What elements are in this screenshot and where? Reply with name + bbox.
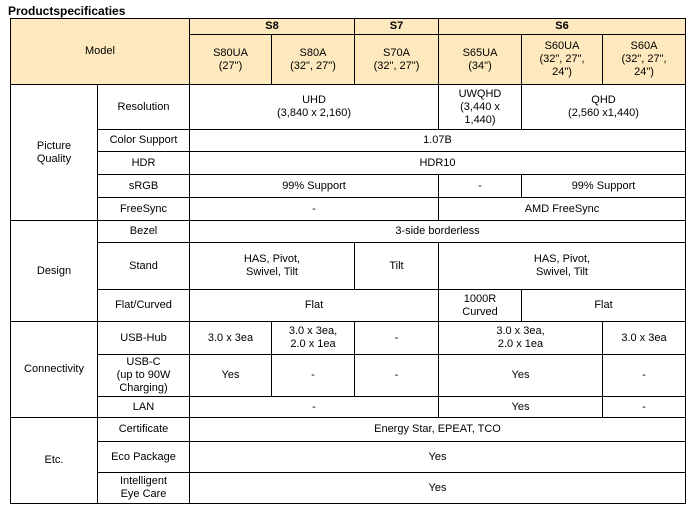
label-bezel: Bezel (98, 221, 190, 243)
eye-care-all: Yes (190, 473, 686, 504)
row-flat-curved (11, 290, 686, 322)
label-color-support: Color Support (98, 130, 190, 152)
srgb-s65ua: - (439, 175, 522, 198)
usbc-s80ua: Yes (190, 355, 272, 397)
row-stand (11, 243, 686, 290)
resolution-s60: QHD (2,560 x1,440) (522, 85, 686, 130)
spec-table (10, 18, 686, 504)
hdr-all: HDR10 (190, 152, 686, 175)
header-series-row (11, 19, 686, 35)
model-s80ua: S80UA (27") (190, 35, 272, 85)
eco-package-all: Yes (190, 442, 686, 473)
srgb-s60: 99% Support (522, 175, 686, 198)
label-resolution: Resolution (98, 85, 190, 130)
label-stand: Stand (98, 243, 190, 290)
model-s70a: S70A (32", 27") (355, 35, 439, 85)
resolution-s8-s7: UHD (3,840 x 2,160) (190, 85, 439, 130)
group-etc: Etc. (11, 418, 98, 504)
row-usb-c (11, 355, 686, 397)
stand-s7: Tilt (355, 243, 439, 290)
row-eco-package (11, 442, 686, 473)
group-connectivity: Connectivity (11, 322, 98, 418)
lan-s8-s7: - (190, 397, 439, 418)
label-freesync: FreeSync (98, 198, 190, 221)
freesync-s6: AMD FreeSync (439, 198, 686, 221)
row-certificate (11, 418, 686, 442)
label-usb-hub: USB-Hub (98, 322, 190, 355)
row-usb-hub (11, 322, 686, 355)
model-s60a: S60A (32", 27", 24") (603, 35, 686, 85)
srgb-s8-s7: 99% Support (190, 175, 439, 198)
usbhub-s80a: 3.0 x 3ea, 2.0 x 1ea (272, 322, 355, 355)
group-design: Design (11, 221, 98, 322)
row-lan (11, 397, 686, 418)
model-s65ua: S65UA (34") (439, 35, 522, 85)
row-bezel (11, 221, 686, 243)
page-title: Productspecificaties (8, 4, 126, 18)
series-s7: S7 (355, 19, 439, 35)
series-s8: S8 (190, 19, 355, 35)
usbhub-s65-s60ua: 3.0 x 3ea, 2.0 x 1ea (439, 322, 603, 355)
row-srgb (11, 175, 686, 198)
row-hdr (11, 152, 686, 175)
freesync-s8-s7: - (190, 198, 439, 221)
label-lan: LAN (98, 397, 190, 418)
flat-s65ua: 1000R Curved (439, 290, 522, 322)
usbc-s80a: - (272, 355, 355, 397)
flat-s60: Flat (522, 290, 686, 322)
group-picture-quality: Picture Quality (11, 85, 98, 221)
usbc-s7: - (355, 355, 439, 397)
row-freesync (11, 198, 686, 221)
lan-s60a: - (603, 397, 686, 418)
label-eco-package: Eco Package (98, 442, 190, 473)
label-flat-curved: Flat/Curved (98, 290, 190, 322)
model-s80a: S80A (32", 27") (272, 35, 355, 85)
row-resolution (11, 85, 686, 130)
row-color-support (11, 130, 686, 152)
label-certificate: Certificate (98, 418, 190, 442)
resolution-s65ua: UWQHD (3,440 x 1,440) (439, 85, 522, 130)
model-s60ua: S60UA (32", 27", 24") (522, 35, 603, 85)
usbhub-s60a: 3.0 x 3ea (603, 322, 686, 355)
bezel-all: 3-side borderless (190, 221, 686, 243)
stand-s8: HAS, Pivot, Swivel, Tilt (190, 243, 355, 290)
usbhub-s80ua: 3.0 x 3ea (190, 322, 272, 355)
model-header: Model (11, 19, 190, 85)
lan-s65-s60ua: Yes (439, 397, 603, 418)
row-eye-care (11, 473, 686, 504)
label-hdr: HDR (98, 152, 190, 175)
label-eye-care: Intelligent Eye Care (98, 473, 190, 504)
stand-s6: HAS, Pivot, Swivel, Tilt (439, 243, 686, 290)
series-s6: S6 (439, 19, 686, 35)
label-srgb: sRGB (98, 175, 190, 198)
label-usb-c: USB-C (up to 90W Charging) (98, 355, 190, 397)
certificate-all: Energy Star, EPEAT, TCO (190, 418, 686, 442)
color-support-all: 1.07B (190, 130, 686, 152)
flat-s8-s7: Flat (190, 290, 439, 322)
usbc-s65-s60ua: Yes (439, 355, 603, 397)
usbc-s60a: - (603, 355, 686, 397)
usbhub-s7: - (355, 322, 439, 355)
